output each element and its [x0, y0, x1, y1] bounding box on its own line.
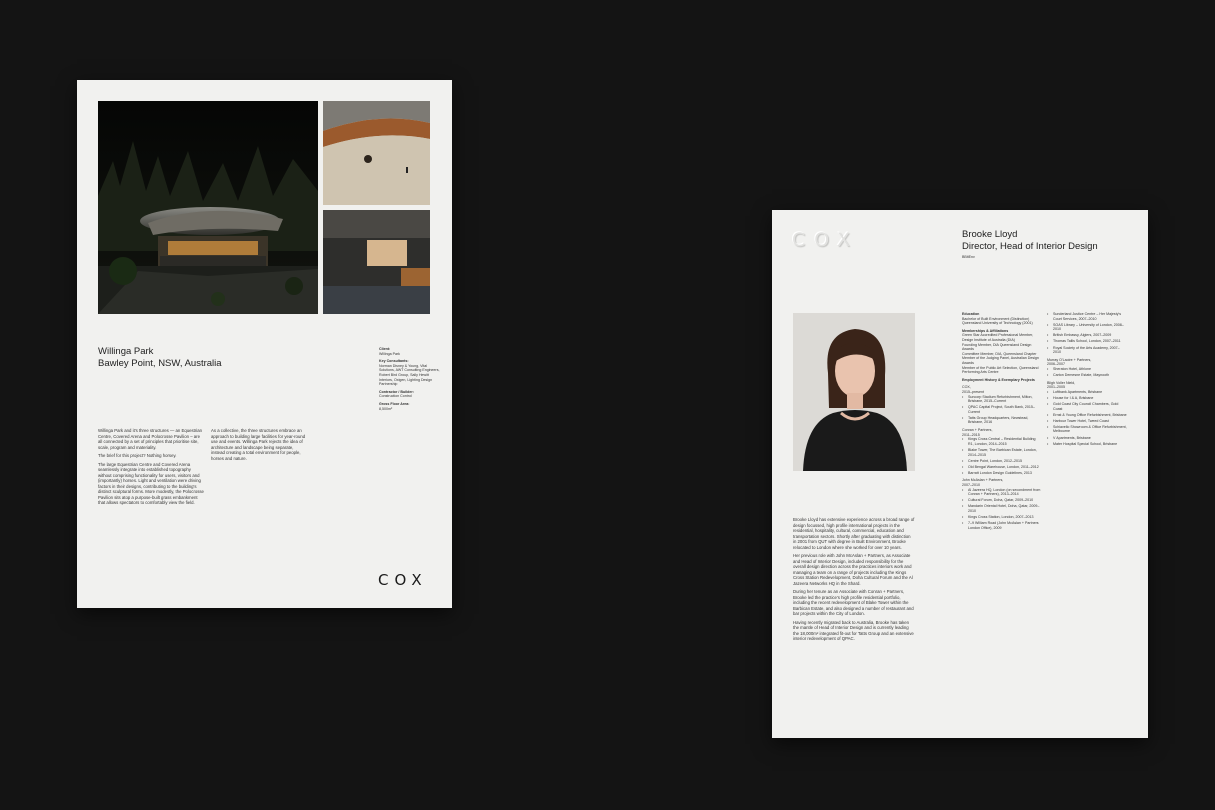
- project-item: • V Apartments, Brisbane: [1047, 436, 1127, 441]
- project-item: • Centre Point, London, 2012–2015: [962, 459, 1042, 464]
- membership-item: Member of the Judging Panel, Australian Design Awards: [962, 356, 1039, 365]
- project-item: • Kings Cross Central – Residential Building R1, London, 2014–2015: [962, 437, 1042, 446]
- paragraph: The large Equestrian Centre and Covered Arena seamlessly integrate into established topography without comprising functionality for users, visitors and (importantly) horses. Light and ventilation were driving factors in their designs, contributing to the building's distinct sculptural forms. More modestly, the Polocrosse Pavilion sits atop a purpose-built grass embankment that allows spectators to comfortably view the field.: [98, 461, 204, 505]
- profile-sheet: [772, 210, 1148, 738]
- project-item: • Gold Coast City Council Chambers, Gold Coast: [1047, 402, 1127, 411]
- education-detail: Bachelor of Built Environment (Distinction) Queensland University of Technology (2001): [962, 316, 1033, 326]
- project-item: • Mater Hospital Special School, Brisbane: [1047, 442, 1127, 447]
- project-item: • SOAS Library – University of London, 2008–2010: [1047, 323, 1127, 332]
- project-item: • Ernst & Young Office Refurbishment, Brisbane: [1047, 413, 1127, 418]
- paragraph: The brief for this project? Nothing horsey.: [98, 453, 177, 458]
- project-item: • Tatts Group Headquarters, Newstead, Brisbane, 2016: [962, 416, 1042, 425]
- project-description-col2: [211, 428, 307, 464]
- employment-section: [962, 378, 1042, 383]
- night-pavilion-image: [98, 101, 318, 314]
- credit-client: Client: Willinga Park: [379, 347, 400, 356]
- project-item: • 7–9 William Road (John McAslan + Partners London Office), 2009: [962, 521, 1042, 530]
- portrait-photo: [793, 313, 915, 471]
- project-item: • Al Jazeera HQ, London (on secondment from Conran + Partners), 2013–2014: [962, 488, 1042, 497]
- project-item: • House for I & A, Brisbane: [1047, 396, 1127, 401]
- paragraph: Having recently migrated back to Australia, Brooke has taken the mantle of Head of Interior Design and is currently leading the 18,000m² integrated fit-out for Tatts Group and an extensive interior redevelopment of QPAC.: [793, 619, 914, 641]
- project-sheet: [77, 80, 452, 608]
- project-title: Willinga Park: [98, 346, 154, 357]
- membership-item: Founding Member, DIA Queensland Design Awards: [962, 342, 1032, 352]
- cv-column-1: [962, 312, 1042, 533]
- person-name: Brooke Lloyd: [962, 229, 1018, 240]
- credit-consultants: Key Consultants: Norman Disney & Young, Vital Solutions, AWT Consulting Engineers, Robert Bird Group, Sally Hewitt Interiors, Oxigen, Lighting Design Partnership: [379, 359, 440, 387]
- project-item: • Suncorp Stadium Refurbishment, Milton, Brisbane, 2015–Current: [962, 395, 1042, 404]
- membership-item: Member of the Public Art Selection, Queensland Performing Arts Centre: [962, 365, 1039, 375]
- project-item: • Blake Tower, The Barbican Estate, London, 2014–2015: [962, 448, 1042, 457]
- pavilion-interior-image: [323, 210, 430, 314]
- employer-block: COX, 2015–present • Suncorp Stadium Refurbishment, Milton, Brisbane, 2015–Current • QPAC Capital Project, South Bank, 2015–Current • Tatts Group Headquarters, Newstead, Brisbane, 2016: [962, 385, 1042, 425]
- employer-block: Bligh Voller Nield, 2001–2005 • Loftbank Apartments, Brisbane • House for I & A, Brisbane • Gold Coast City Council Chambers, Gold Coast • Ernst & Young Office Refurbishment, Brisbane • Harbour Tower Hotel, Tweed Coast • Schiavello Showroom & Office Refurbishment, Melbourne • V Apartments, Brisbane • Mater Hospital Special School, Brisbane: [1047, 381, 1127, 447]
- project-credits: [379, 347, 441, 414]
- cv-column-2: [1047, 312, 1127, 449]
- project-item: • Thomas Tallis School, London, 2007–2011: [1047, 339, 1127, 344]
- project-item: • Cultural Forum, Doha, Qatar, 2009–2010: [962, 498, 1042, 503]
- paragraph: Willinga Park and it's three structures — an Equestrian Centre, Covered Arena and Polocrosse Pavilion – are all connected by a set of principles that prioritise site, scale, program and materiality.: [98, 428, 202, 450]
- project-item: • Schiavello Showroom & Office Refurbishment, Melbourne: [1047, 425, 1127, 434]
- project-item: • Loftbank Apartments, Brisbane: [1047, 390, 1127, 395]
- credit-contractor: Contractor / Builder: Construction Control: [379, 389, 414, 399]
- project-item: • British Embassy, Algiers, 2007–2009: [1047, 333, 1127, 338]
- paragraph: Brooke Lloyd has extensive experience across a broad range of design focussed, high profile international projects in the residential, hospitality, cultural, commercial, education and transportation sectors. Shortly after graduating with distinction in 2001 from QUT with degree in Built Environment, Brooke relocated to London where she worked for over 10 years.: [793, 517, 915, 550]
- project-item: • QPAC Capital Project, South Bank, 2015–Current: [962, 405, 1042, 414]
- section-heading: Employment History & Exemplary Projects: [962, 377, 1035, 382]
- employer-block: [1047, 312, 1127, 355]
- interior-photo: [323, 210, 430, 314]
- credit-gfa: Gross Floor Area: 8,500m²: [379, 401, 410, 411]
- project-item: • Harbour Tower Hotel, Tweed Coast: [1047, 419, 1127, 424]
- section-heading: Education: [962, 312, 980, 316]
- person-credentials: BBltEnv: [962, 255, 975, 259]
- paragraph: During her tenure as an Associate with Conran + Partners, Brooke led the practice's high profile residential portfolio, including the recent redevelopment of Blake Tower within the Barbican Estate, and also designed a number of restaurant and bar projects within the City of London.: [793, 589, 914, 616]
- employer-block: John McAslan + Partners, 2007–2010 • Al Jazeera HQ, London (on secondment from Conran + Partners), 2013–2014 • Cultural Forum, Doha, Qatar, 2009–2010 • Mandarin Oriental Hotel, Doha, Qatar, 2009–2010 • Kings Cross Station, London, 2007–2013 • 7–9 William Road (John McAslan + Partners London Office), 2009: [962, 478, 1042, 530]
- project-item: • Carton Demesne Estate, Maynooth: [1047, 373, 1127, 378]
- project-location: Bawley Point, NSW, Australia: [98, 358, 222, 369]
- arena-photo: [323, 101, 430, 205]
- project-description-col1: [98, 428, 205, 509]
- paragraph: Her previous role with John McAslan + Partners, as Associate and Head of Interior Design, included responsibility for the overall design direction across the practices interiors work and managing a team on a range of projects including the Kings Cross Station Redevelopment, Doha Cultural Forum and the Al Jazeera Networks HQ in the Shard.: [793, 553, 913, 586]
- membership-item: Committee Member, DIA, Queensland Chapter: [962, 351, 1037, 356]
- employer-block: Murray O'Laoire + Partners, 2006–2007 • Sheraton Hotel, Athlone • Carton Demesne Estate, Maynooth: [1047, 358, 1127, 378]
- person-role: Director, Head of Interior Design: [962, 241, 1098, 252]
- project-item: • Sheraton Hotel, Athlone: [1047, 367, 1127, 372]
- paragraph: As a collective, the three structures embrace an approach to building large facilities for year-round use and events. Willinga Park rejects the idea of architecture and landscape being separate, instead creating a total environment for people, horses and nature.: [211, 428, 306, 461]
- main-night-photo: [98, 101, 318, 314]
- project-item: • Royal Society of the Arts Academy, 2007–2010: [1047, 346, 1127, 355]
- project-item: • Barratt London Design Guidelines, 2013: [962, 471, 1042, 476]
- project-item: • Old Bengal Warehouse, London, 2011–2012: [962, 465, 1042, 470]
- education-section: [962, 312, 1042, 326]
- bio: [793, 517, 915, 645]
- membership-item: Green Star Accredited Professional Member, Design Institute of Australia (DIA): [962, 333, 1034, 342]
- project-item: • Kings Cross Station, London, 2007–2013: [962, 515, 1042, 520]
- cox-embossed-logo: COX: [792, 229, 860, 251]
- portrait-image: [793, 313, 915, 471]
- employer-block: Conran + Partners, 2011–2015 • Kings Cross Central – Residential Building R1, London, 2014–2015 • Blake Tower, The Barbican Estate, London, 2014–2015 • Centre Point, London, 2012–2015 • Old Bengal Warehouse, London, 2011–2012 • Barratt London Design Guidelines, 2013: [962, 428, 1042, 475]
- project-item: • Sunderland Justice Centre – Her Majesty's Court Services, 2007–2010: [1047, 312, 1127, 321]
- project-item: • Mandarin Oriental Hotel, Doha, Qatar, 2009–2010: [962, 504, 1042, 513]
- section-heading: Memberships & Affiliations: [962, 328, 1009, 333]
- covered-arena-image: [323, 101, 430, 205]
- memberships-section: [962, 329, 1042, 375]
- cox-logo: COX: [378, 571, 428, 589]
